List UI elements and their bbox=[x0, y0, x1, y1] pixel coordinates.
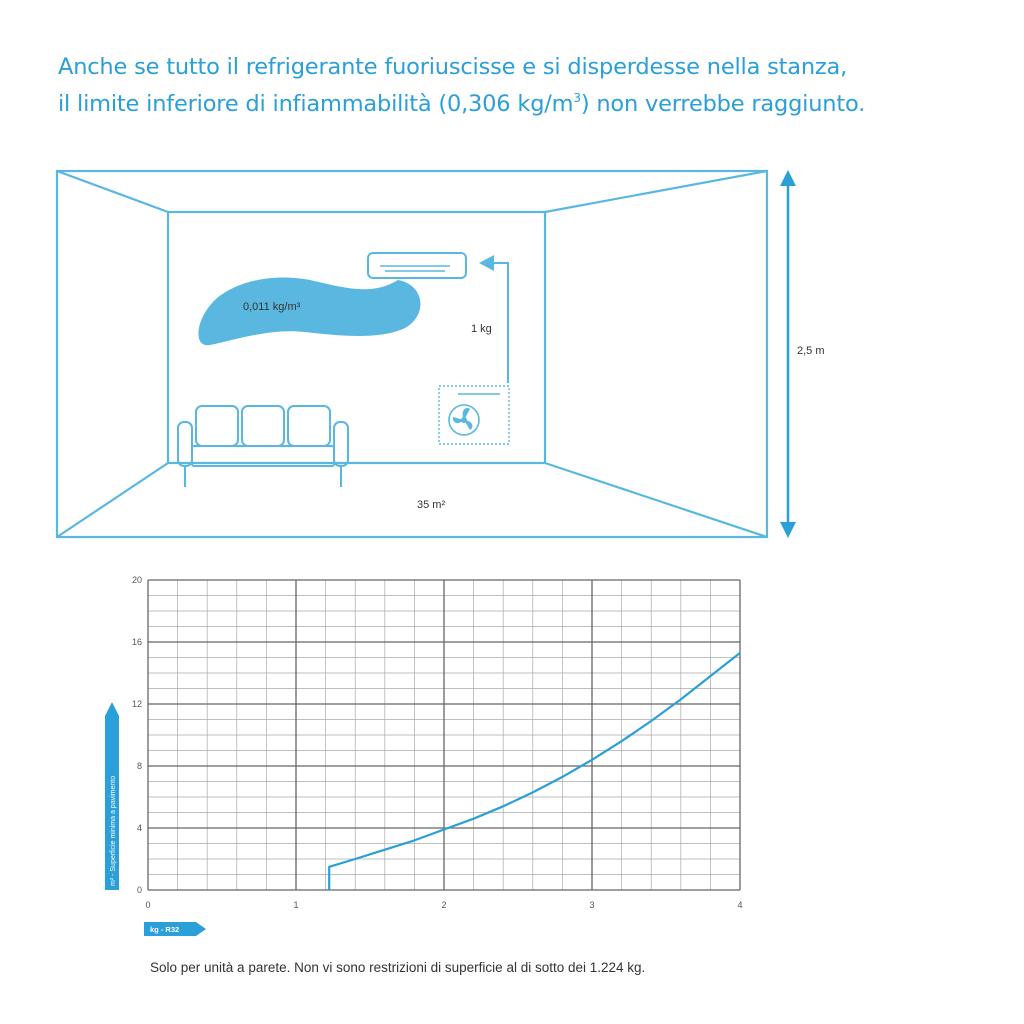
concentration-label: 0,011 kg/m³ bbox=[243, 301, 301, 313]
x-axis-label: kg - R32 bbox=[150, 925, 180, 934]
x-tick-label: 1 bbox=[293, 900, 299, 910]
x-tick-label: 0 bbox=[145, 900, 151, 910]
floor-area-label: 35 m² bbox=[417, 499, 446, 511]
y-tick-label: 4 bbox=[136, 823, 142, 833]
y-axis-label-badge bbox=[105, 702, 119, 890]
y-axis-label: m² - Superficie minima a pavimento bbox=[110, 775, 117, 886]
x-axis-label-badge bbox=[144, 922, 206, 936]
x-tick-label: 4 bbox=[737, 900, 743, 910]
y-tick-label: 12 bbox=[131, 699, 142, 709]
chart-caption: Solo per unità a parete. Non vi sono restrizioni di superficie al di sotto dei 1.224 kg. bbox=[150, 960, 646, 975]
headline-line-1: Anche se tutto il refrigerante fuoriuscisse e si disperdesse nella stanza, bbox=[58, 54, 848, 80]
room-height-label: 2,5 m bbox=[797, 345, 825, 357]
headline-line-2: il limite inferiore di infiammabilità (0,306 $kg/m^3$) non verrebbe raggiunto. bbox=[58, 91, 866, 117]
x-tick-label: 3 bbox=[589, 900, 595, 910]
y-tick-label: 8 bbox=[136, 761, 142, 771]
y-tick-label: 20 bbox=[131, 575, 142, 585]
y-tick-label: 0 bbox=[136, 885, 142, 895]
x-tick-label: 2 bbox=[441, 900, 447, 910]
charge-label: 1 kg bbox=[471, 323, 492, 335]
y-tick-label: 16 bbox=[131, 637, 142, 647]
